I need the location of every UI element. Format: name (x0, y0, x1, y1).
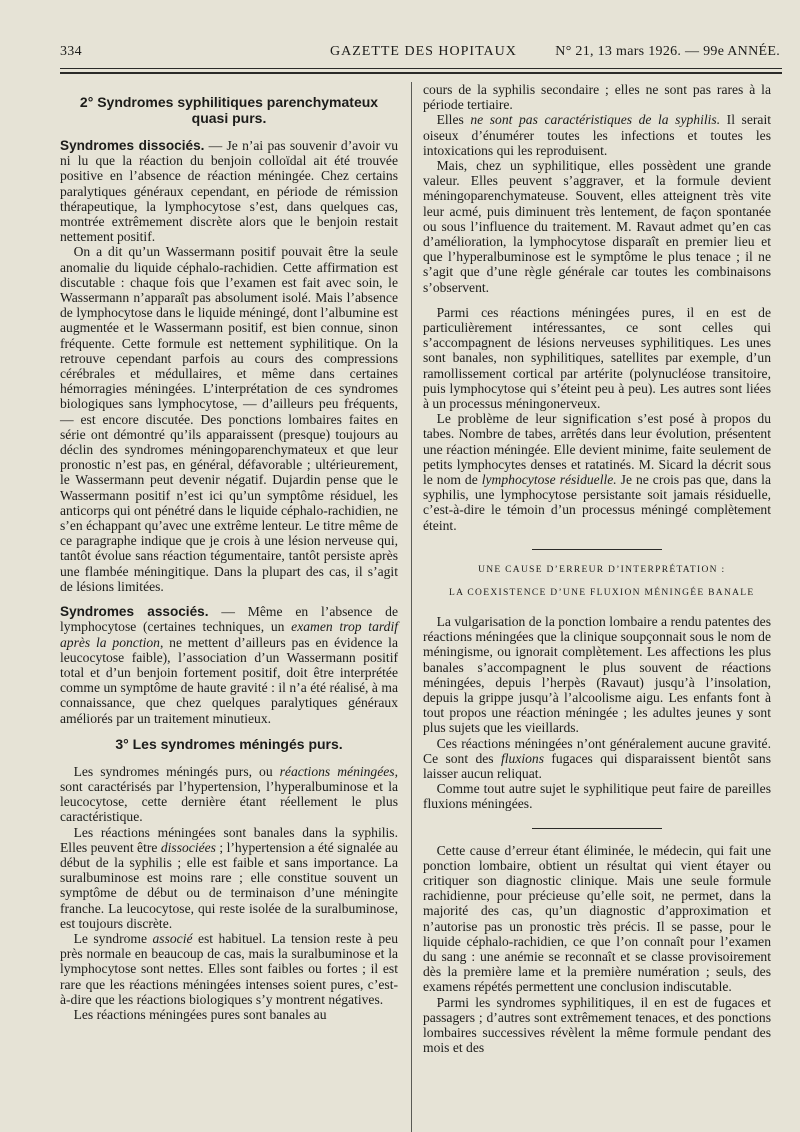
page-number: 334 (60, 44, 82, 59)
right-column (423, 82, 771, 1055)
paragraph: La vulgarisation de la ponction lombaire a rendu patentes des réactions méningées que la clinique soupçonnait sous le nom de méningisme, ou ignorait complètement. Les affections les plus banales s’accompagnent le plus souvent de réactions méningées, depuis l’herpès (Ravaut) jusqu’à l’insolation, depuis la grippe jusqu’à l’alcoolisme aigu. Les enfants font à tout propos une réaction méningée ; les adultes jeunes y sont plus sujets que les vieillards. (423, 613, 771, 736)
paragraph: Parmi les syndromes syphilitiques, il en est de fugaces et passagers ; d’autres sont extrêmement tenaces, et des ponctions lombaires successives révèlent la même formule pendant des mois et des (423, 994, 771, 1056)
header-rule (60, 68, 782, 69)
journal-title: GAZETTE DES HOPITAUX (330, 44, 517, 59)
page-header (60, 44, 780, 64)
paragraph: Syndromes associés. — Même en l’absence de lymphocytose (certaines techniques, un examen trop tardif après la ponction, ne mettent d’ailleurs pas en évidence la leucocytose faible), l’association d’un Wassermann positif total et d’un benjoin fortement positif, doit être interprétée comme un symptôme de haute gravité : il n’a été réalisé, à ma connaissance, que chez quelques paralytiques généraux améliorés par un traitement minutieux. (60, 604, 399, 726)
paragraph: Le problème de leur signification s’est posé à propos du tabes. Nombre de tabes, arrêtés dans leur évolution, présentent une réaction méningée. Elle devient minime, faite seulement de petits lymphocytes denses et ratatinés. M. Sicard la décrit sous le nom de lymphocytose résiduelle. Je ne crois pas que, dans la syphilis, une lymphocytose persistante soit jamais résiduelle, c’est-à-dire le témoin d’un processus méningé complètement éteint. (423, 411, 771, 533)
paragraph: Ces réactions méningées n’ont généralement aucune gravité. Ce sont des fluxions fugaces qui disparaissent bientôt sans laisser aucun reliquat. (423, 735, 771, 781)
issue-date: N° 21, 13 mars 1926. — 99e ANNÉE. (555, 44, 780, 59)
section-separator (532, 828, 662, 829)
section-heading: 3° Les syndromes méningés purs. (115, 735, 343, 752)
subsection-subtitle: LA COEXISTENCE D’UNE FLUXION MÉNINGÉE BANALE (449, 587, 755, 598)
header-rule-double (60, 72, 782, 74)
paragraph: Les réactions méningées pures sont banales au (73, 1006, 327, 1022)
paragraph: Parmi ces réactions méningées pures, il en est de particulièrement intéressantes, ce sont celles qui s’accompagnent de lésions nerveuses syphilitiques. Les unes sont banales, non syphilitiques, satellites par exemple, d’un ramollissement cortical par artérite (polynucléose transitoire, puis lymphocytose qui s’éteint peu à peu). Les autres sont liées à un processus méningonerveux. (423, 304, 771, 412)
paragraph: Le syndrome associé est habituel. La tension reste à peu près normale en beaucoup de cas, mais la suralbuminose et la lymphocytose sont nettes. Elles sont faibles ou fortes ; il est rare que les réactions méningées intenses soient pures, c’est-à-dire que les réactions biologiques s’y montrent négatives. (60, 930, 398, 1007)
paragraph: Comme tout autre sujet le syphilitique peut faire de pareilles fluxions méningées. (423, 781, 771, 812)
column-divider (411, 82, 412, 1132)
section-separator (532, 549, 662, 550)
left-column (60, 82, 398, 1022)
paragraph: cours de la syphilis secondaire ; elles ne sont pas rares à la période tertiaire. (423, 82, 771, 113)
paragraph: Syndromes dissociés. — Je n’ai pas souvenir d’avoir vu ni lu que la réaction du benjoin colloïdal ait été trouvée positive en l’absence de réaction méningée. Chez certains paralytiques généraux cependant, en période de rémission thérapeutique, la lymphocytose s’est, dans quelques cas, montrée extrêmement discrète alors que le benjoin restait nettement positif. (60, 138, 398, 245)
paragraph: Les syndromes méningés purs, ou réactions méningées, sont caractérisés par l’hypertension, l’hyperalbuminose et la leucocytose, cette dernière étant réellement le plus caractéristique. (60, 763, 398, 825)
paragraph: Cette cause d’erreur étant éliminée, le médecin, qui fait une ponction lombaire, obtient un résultat qui vient étayer ou critiquer son diagnostic clinique. Mais une seule formule rachidienne, pour précieuse qu’elle soit, ne permet, dans la majorité des cas, qu’un diagnostic d’approximation et n’autorise pas un pronostic très précis. Il se passe, pour le liquide céphalo-rachidien, ce que l’on connaît pour l’examen du sang : une anémie se reconnaît et se classe provisoirement dès la première lame et la première numération ; seuls, des examens répétés permettent une conclusion indiscutable. (423, 842, 771, 995)
paragraph: Mais, chez un syphilitique, elles possèdent une grande valeur. Elles peuvent s’aggraver, et la formule devient méningoparenchymateuse. Souvent, elles atteignent très vite leur acmé, puis diminuent très lentement, de façon spontanée ou sous l’influence du traitement. M. Ravaut admet qu’en cas d’amélioration, la lymphocytose disparaît en premier lieu et que l’hyperalbuminose est le symptôme le plus tenace ; il ne s’agit que d’une règle générale car toutes les combinaisons s’observent. (423, 158, 771, 295)
run-in-heading: Syndromes associés. (60, 604, 209, 620)
paragraph: Les réactions méningées sont banales dans la syphilis. Elles peuvent être dissociées ; l’hypertension a été signalée au début de la syphilis ; elle est faible et sans importance. La suralbuminose est moins rare ; elle constitue souvent un symptôme de début ou de terminaison d’une méningite franche. La leucocytose, qui reste isolée de la suralbuminose, est toujours discrète. (60, 824, 399, 931)
section-heading: 2° Syndromes syphilitiques parenchymateux quasi purs. (79, 94, 379, 126)
subsection-title: UNE CAUSE D’ERREUR D’INTERPRÉTATION : (478, 564, 726, 575)
paragraph: Elles ne sont pas caractéristiques de la syphilis. Il serait oiseux d’énumérer toutes les infections et toutes les intoxications qui les reproduisent. (423, 112, 771, 158)
run-in-heading: Syndromes dissociés. (60, 138, 205, 153)
paragraph: On a dit qu’un Wassermann positif pouvait être la seule anomalie du liquide céphalo-rachidien. Cette affirmation est discutable : chaque fois que l’examen est fait avec soin, le Wassermann n’apparaît pas absolument isolé. Mais l’absence de lymphocytose dans le liquide méningé, dont l’albumine est augmentée et le Wassermann positif, est bien connue, sinon fréquente. Cette formule est nettement syphilitique. On la retrouve cependant parfois au cours des compressions cérébrales et médullaires, et même dans certaines hémorragies méningées. L’interprétation de ces syndromes biologiques sans lymphocytose, — d’ailleurs peu fréquents, — est encore discutée. Des ponctions lombaires faites en série ont démontré qu’ils apparaissent (presque) toujours au déclin des syndromes méningoparenchymateux et que leur pronostic n’est pas, en général, défavorable ; ultérieurement, le Wassermann peut devenir négatif. Dujardin pense que le Wassermann positif n’est ici qu’un symptôme résiduel, les anticorps qui ont pénétré dans le liquide céphalo-rachidien, ne s’en échappant qu’avec une extrême lenteur. Le titre même de ce paragraphe indique que je crois à une lésion nerveuse qui, tantôt évolue sans réaction tégumentaire, tantôt persiste après une flambée méningitique. Dans la plupart des cas, il s’agit de lésions limitées. (60, 244, 398, 594)
